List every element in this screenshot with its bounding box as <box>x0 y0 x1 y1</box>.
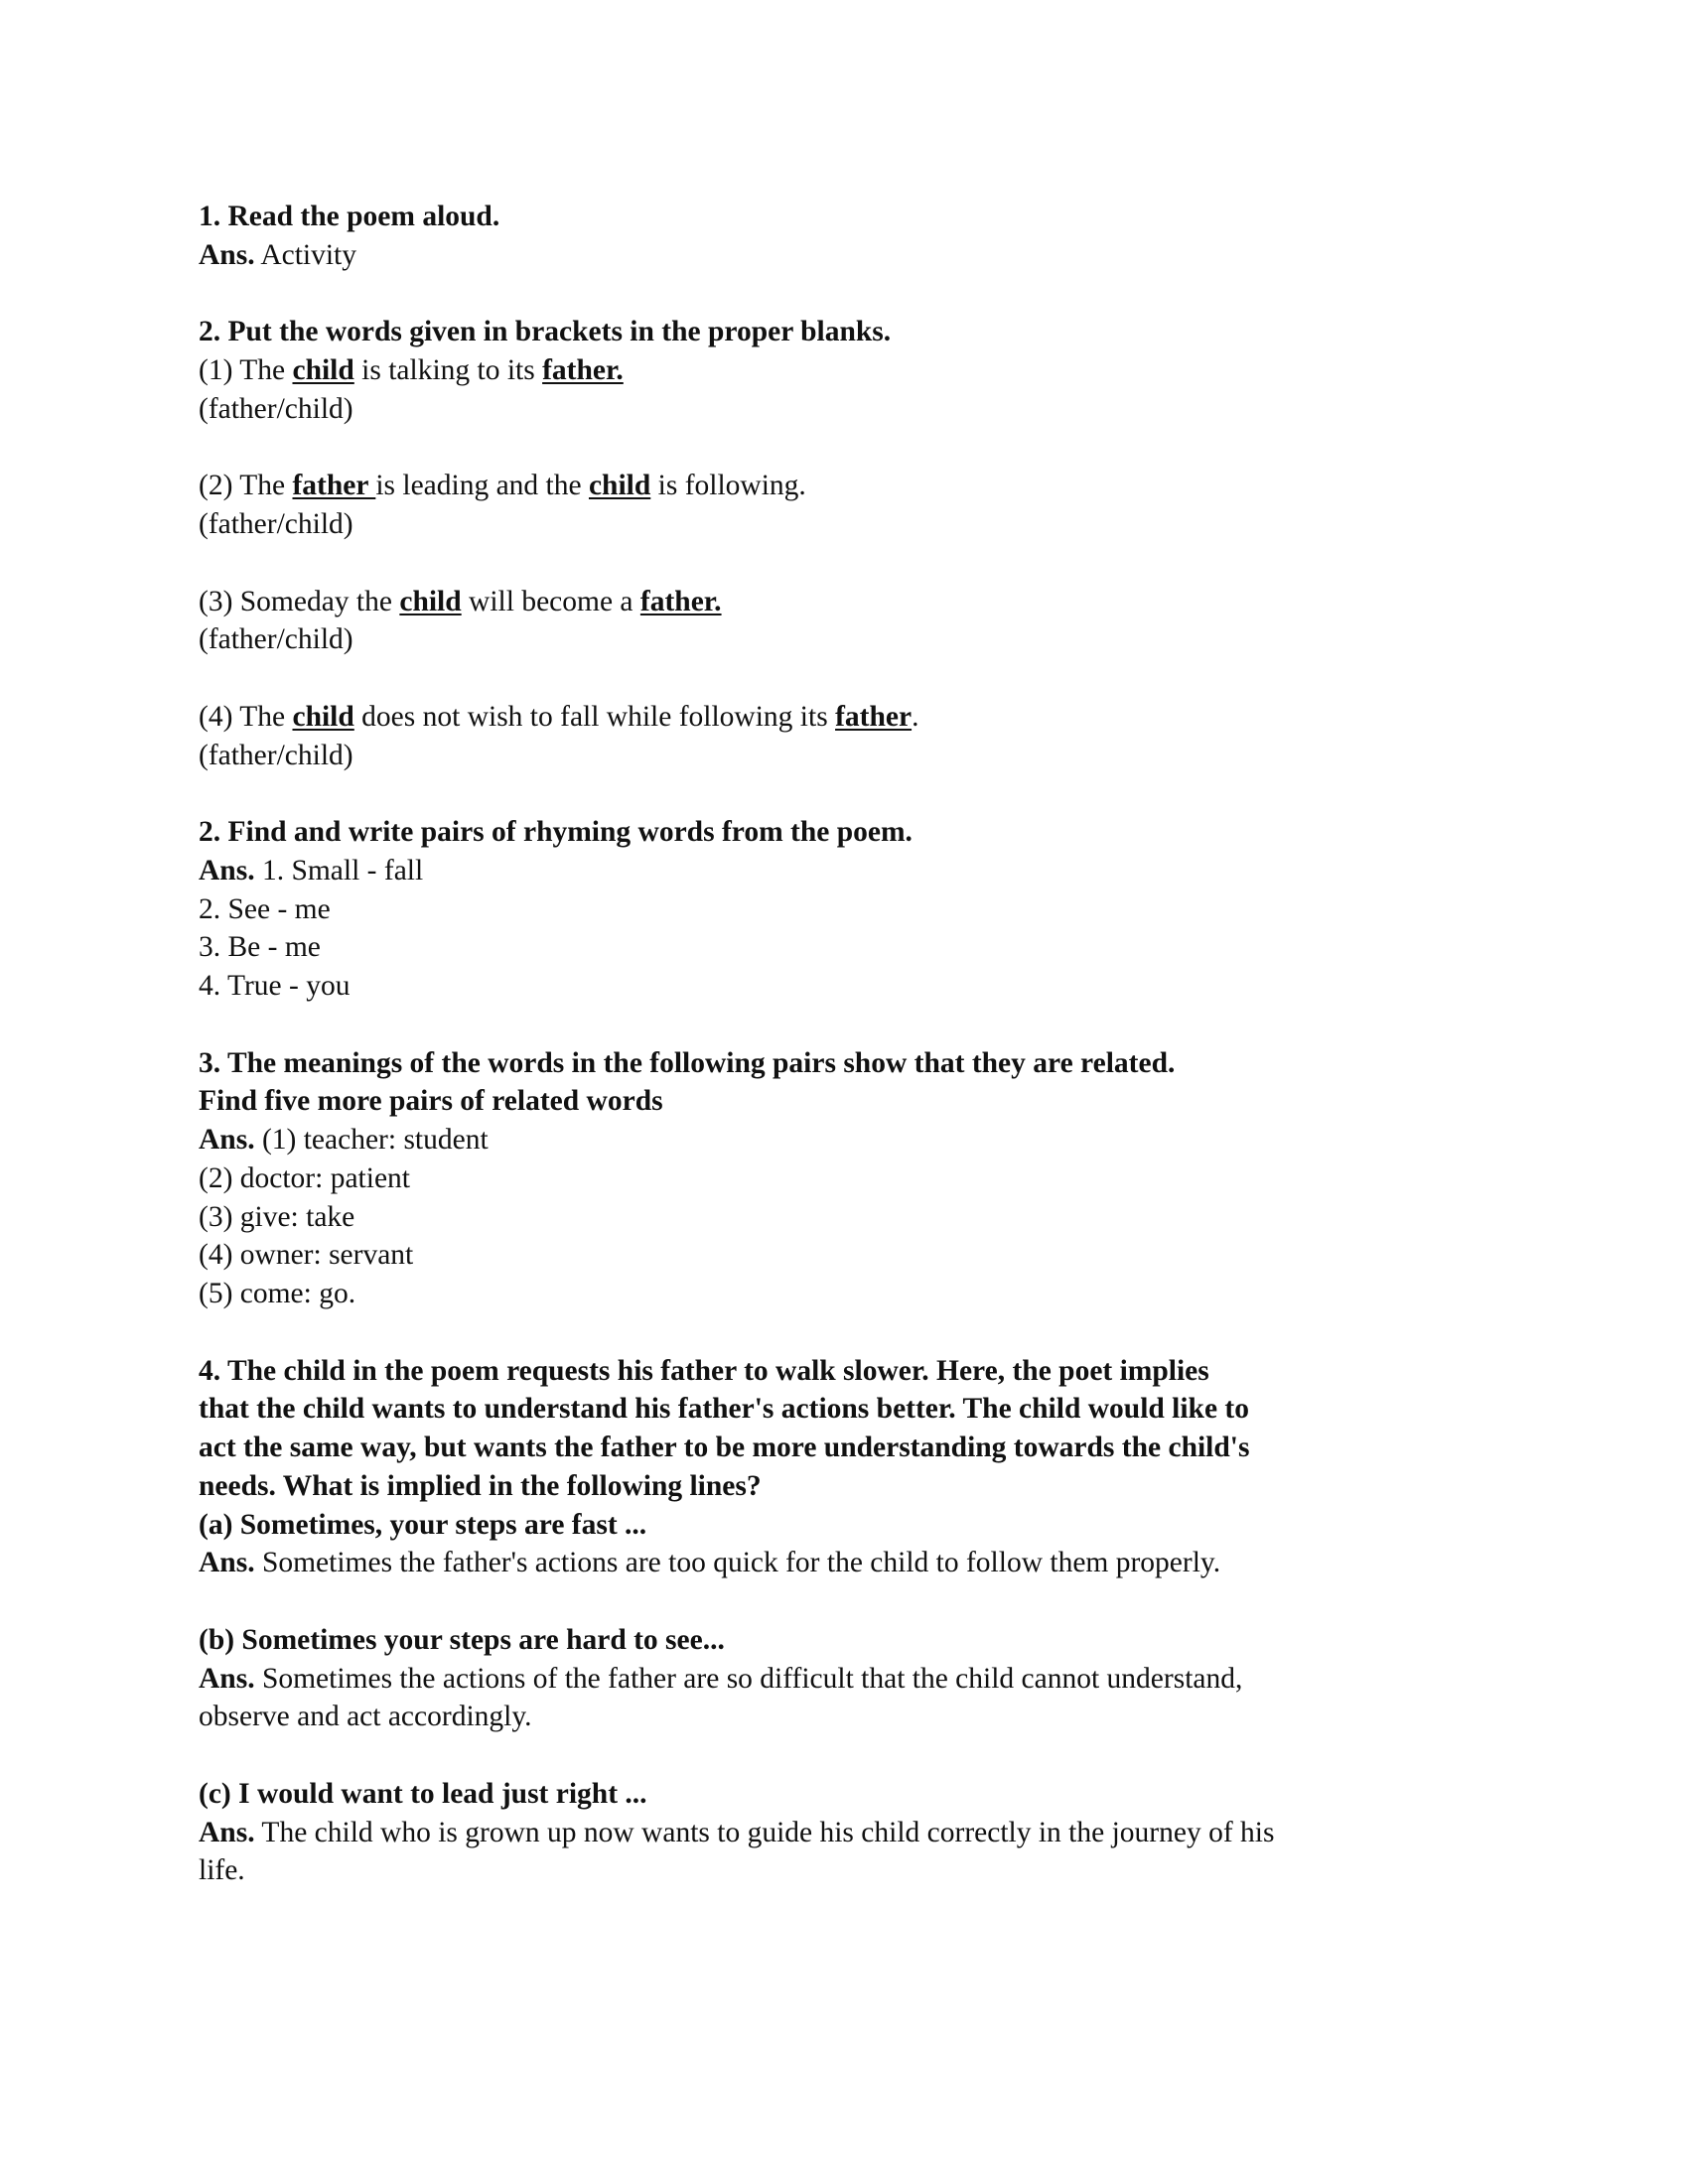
q4-question-text: needs. What is implied in the following lines? <box>199 1469 762 1502</box>
q4c-answer-cont <box>199 1851 1489 1890</box>
spacer <box>199 429 1489 468</box>
answer-text: Sometimes the actions of the father are so difficult that the child cannot understand, <box>254 1662 1243 1695</box>
spacer <box>199 544 1489 583</box>
spacer <box>199 659 1489 698</box>
q4b-answer <box>199 1660 1489 1699</box>
related-pair <box>199 1236 1489 1275</box>
item-prefix: (2) The <box>199 470 293 502</box>
q2-question-text: 2. Put the words given in brackets in the proper blanks. <box>199 316 892 348</box>
prompt-text: (a) Sometimes, your steps are fast ... <box>199 1508 647 1541</box>
rhyme-pair <box>199 890 1489 929</box>
related-pair <box>199 1275 1489 1313</box>
answer-text: The child who is grown up now wants to guide his child correctly in the journey of his <box>254 1816 1275 1848</box>
filled-blank: child <box>399 585 462 617</box>
q2-options <box>199 505 1489 544</box>
item-prefix: (1) The <box>199 354 293 386</box>
q4-question-line <box>199 1352 1489 1391</box>
q4a-prompt <box>199 1506 1489 1545</box>
answer-text: life. <box>199 1854 245 1887</box>
related-pair-text: (1) teacher: student <box>254 1124 489 1156</box>
options-text: (father/child) <box>199 623 353 656</box>
filled-blank: father <box>835 700 913 733</box>
related-pair-text: (5) come: go. <box>199 1278 356 1309</box>
rhyme-pair <box>199 852 1489 890</box>
item-prefix: (4) The <box>199 700 293 733</box>
filled-blank: father <box>292 470 376 502</box>
prompt-text: (c) I would want to lead just right ... <box>199 1777 647 1810</box>
related-pair <box>199 1121 1489 1160</box>
filled-blank: father. <box>542 354 624 386</box>
related-pair-text: (2) doctor: patient <box>199 1161 410 1194</box>
spacer <box>199 275 1489 314</box>
q4b-prompt <box>199 1621 1489 1660</box>
related-pair <box>199 1160 1489 1198</box>
filled-blank: child <box>292 700 354 733</box>
rhyme-pair-text: 2. See - me <box>199 892 331 925</box>
q1-question <box>199 198 1489 236</box>
rhyme-pair <box>199 967 1489 1006</box>
q2-options <box>199 390 1489 429</box>
q2-options <box>199 620 1489 659</box>
q1-answer <box>199 236 1489 275</box>
item-middle: does not wish to fall while following its <box>353 700 836 733</box>
q4-question-text: act the same way, but wants the father to be more understanding towards the child's <box>199 1432 1250 1463</box>
rhyme-pair-text: 3. Be - me <box>199 931 321 964</box>
q2-item-3 <box>199 583 1489 621</box>
item-suffix: is following. <box>650 470 806 502</box>
prompt-text: (b) Sometimes your steps are hard to see... <box>199 1623 725 1656</box>
rhyme-pair-text: 4. True - you <box>199 970 351 1002</box>
filled-blank: father. <box>639 585 722 617</box>
q2-item-1 <box>199 351 1489 390</box>
q4c-prompt <box>199 1775 1489 1814</box>
q3-question-line <box>199 1082 1489 1121</box>
answer-text: Sometimes the father's actions are too quick for the child to follow them properly. <box>254 1547 1221 1579</box>
item-middle: is talking to its <box>353 354 543 386</box>
options-text: (father/child) <box>199 508 353 540</box>
item-middle: is leading and the <box>375 470 589 502</box>
ans-label: Ans. <box>199 1662 255 1695</box>
q4-question-line <box>199 1467 1489 1506</box>
q4b-answer-cont <box>199 1698 1489 1736</box>
q3-question-line <box>199 1044 1489 1083</box>
ans-label: Ans. <box>199 238 255 271</box>
ans-label: Ans. <box>199 854 255 887</box>
spacer <box>199 1006 1489 1044</box>
related-pair-text: (4) owner: servant <box>199 1239 414 1272</box>
options-text: (father/child) <box>199 739 353 771</box>
item-prefix: (3) Someday the <box>199 585 400 617</box>
rhyme-pair <box>199 928 1489 967</box>
q4-question-text: 4. The child in the poem requests his father to walk slower. Here, the poet implies <box>199 1354 1209 1387</box>
q2-item-4 <box>199 698 1489 737</box>
q4a-answer <box>199 1544 1489 1582</box>
item-suffix: . <box>912 700 919 733</box>
q4c-answer <box>199 1814 1489 1852</box>
worksheet-page <box>199 198 1489 1890</box>
filled-blank: child <box>588 470 651 502</box>
spacer <box>199 774 1489 813</box>
q3-question-text: Find five more pairs of related words <box>199 1085 663 1118</box>
q2b-question <box>199 813 1489 852</box>
options-text: (father/child) <box>199 392 353 425</box>
ans-label: Ans. <box>199 1124 255 1156</box>
q2-question <box>199 313 1489 351</box>
related-pair-text: (3) give: take <box>199 1200 355 1233</box>
q4-question-line <box>199 1429 1489 1467</box>
spacer <box>199 1582 1489 1621</box>
q4-question-line <box>199 1390 1489 1429</box>
q2b-question-text: 2. Find and write pairs of rhyming words from the poem. <box>199 816 913 848</box>
ans-label: Ans. <box>199 1816 255 1848</box>
q2-item-2 <box>199 467 1489 505</box>
item-middle: will become a <box>461 585 640 617</box>
q1-question-text: 1. Read the poem aloud. <box>199 201 500 232</box>
q2-options <box>199 737 1489 775</box>
spacer <box>199 1313 1489 1352</box>
spacer <box>199 1736 1489 1775</box>
ans-label: Ans. <box>199 1547 255 1579</box>
answer-text: observe and act accordingly. <box>199 1701 532 1733</box>
rhyme-pair-text: 1. Small - fall <box>254 854 424 887</box>
filled-blank: child <box>292 354 354 386</box>
related-pair <box>199 1198 1489 1237</box>
q4-question-text: that the child wants to understand his father's actions better. The child would like to <box>199 1393 1250 1426</box>
q1-answer-text: Activity <box>254 238 357 271</box>
q3-question-text: 3. The meanings of the words in the following pairs show that they are related. <box>199 1046 1176 1079</box>
